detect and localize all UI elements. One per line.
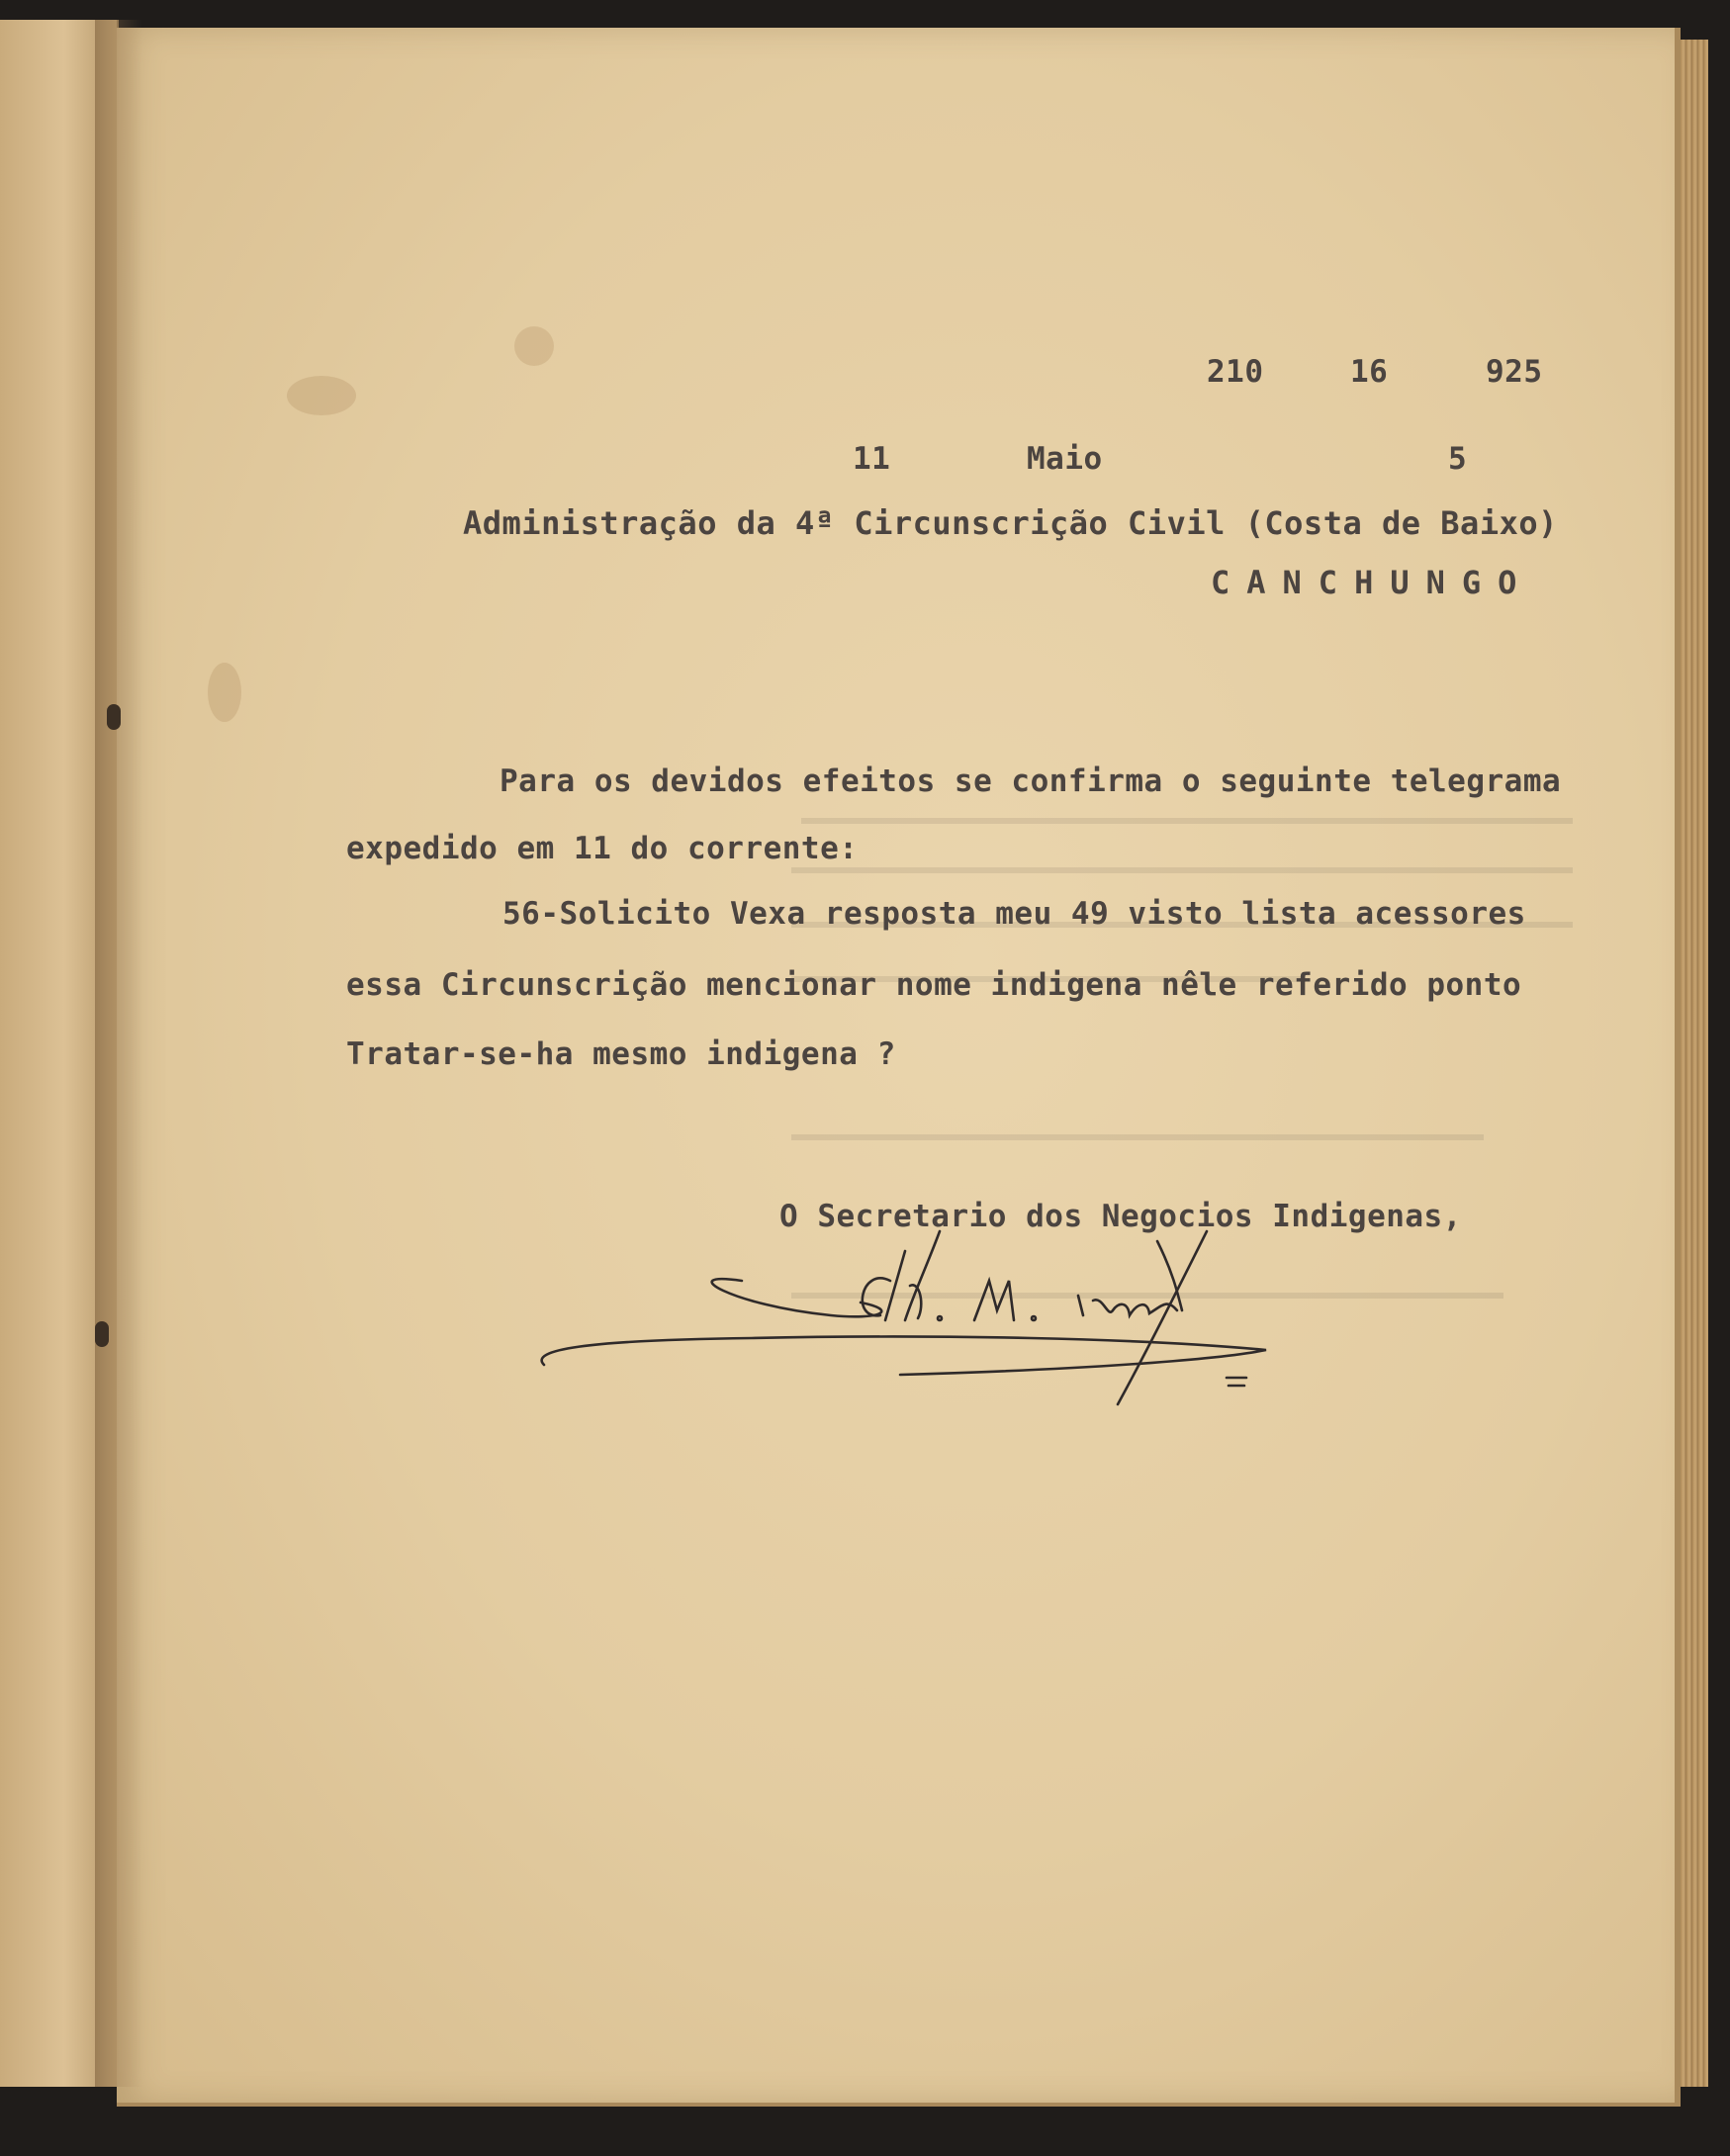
binding-hole (107, 704, 121, 730)
reference-year: 925 (1486, 354, 1543, 390)
body-line: expedido em 11 do corrente: (346, 831, 859, 866)
paper-stain (208, 663, 241, 722)
body-line: Para os devidos efeitos se confirma o seguinte telegrama (500, 764, 1562, 799)
date-day: 11 (853, 441, 891, 477)
date-sequence: 5 (1448, 441, 1468, 477)
reference-part: 16 (1350, 354, 1389, 390)
signatory-title: O Secretario dos Negocios Indigenas, (779, 1199, 1462, 1234)
telegram-line: essa Circunscrição mencionar nome indigena nêle referido ponto (346, 967, 1522, 1003)
place-name: CANCHUNGO (1211, 564, 1534, 601)
binding-hole (95, 1321, 109, 1347)
telegram-line: 56-Solicito Vexa resposta meu 49 visto lista acessores (502, 896, 1526, 932)
paper-stain (514, 326, 554, 366)
reference-number: 210 (1207, 354, 1264, 390)
date-month: Maio (1027, 441, 1103, 477)
telegram-line: Tratar-se-ha mesmo indigena ? (346, 1036, 896, 1072)
page-stack-edge (1681, 40, 1708, 2087)
handwritten-signature (524, 1212, 1286, 1409)
addressee: Administração da 4ª Circunscrição Civil (Costa de Baixo) (463, 504, 1558, 542)
paper-stain (287, 376, 356, 415)
binding-gutter (95, 20, 142, 2087)
